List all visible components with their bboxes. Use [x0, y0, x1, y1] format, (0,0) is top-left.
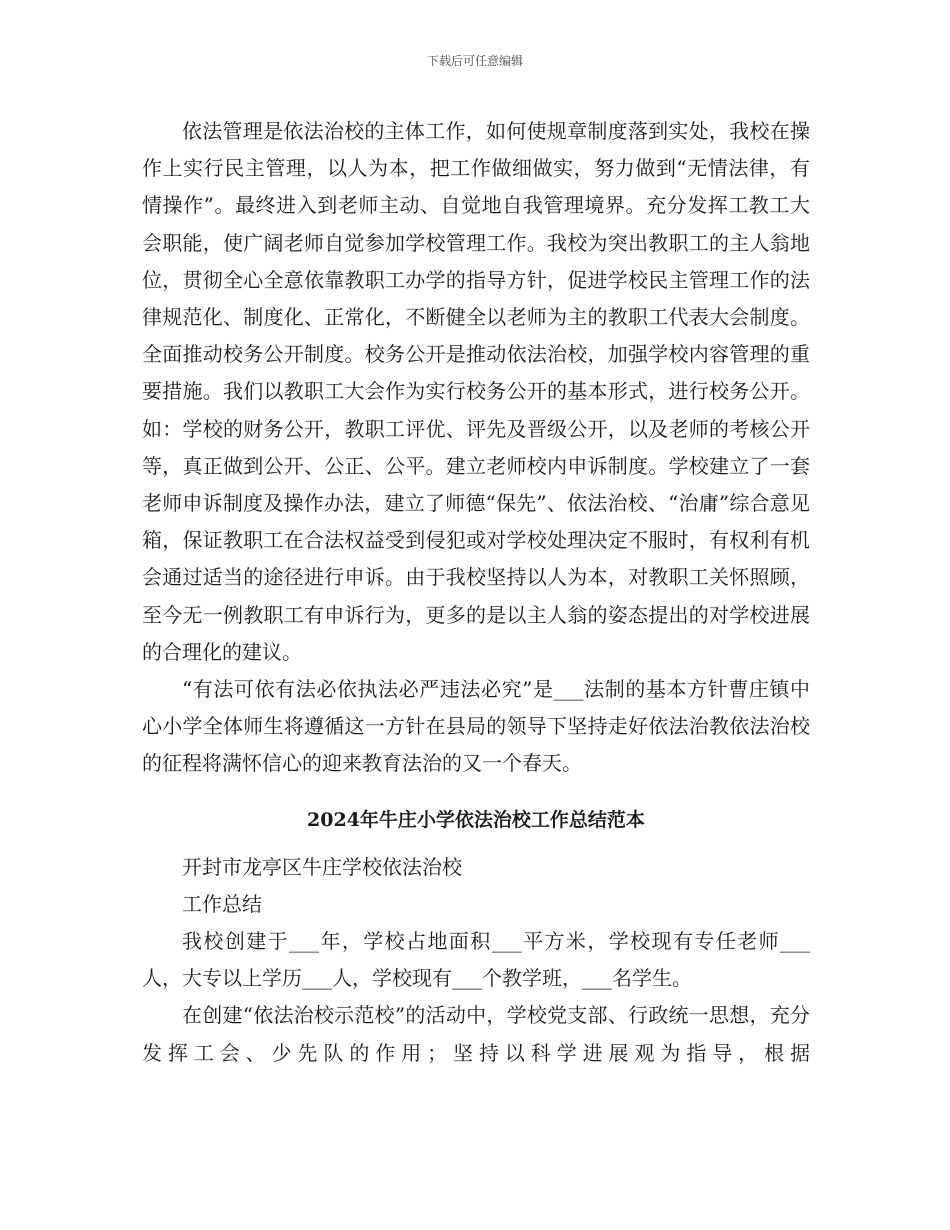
subtitle-line-2: 工作总结	[182, 891, 262, 916]
section-title: 2024年牛庄小学依法治校工作总结范本	[307, 808, 645, 831]
subtitle-line-1: 开封市龙亭区牛庄学校依法治校	[182, 854, 462, 879]
paragraph-legal-principle: “有法可依有法必依执法必严违法必究”是___法制的基本方针曹庄镇中心小学全体师生将遵循这一方针在县局的领导下坚持走好依法治教依法治校的征程将满怀信心的迎来教育法治的又一个春天。	[142, 677, 810, 776]
paragraph-model-school-activity: 在创建“依法治校示范校”的活动中，学校党支部、行政统一思想，充分发挥工会、少先队的作用；坚持以科学进展观为指导，根据	[142, 1003, 810, 1065]
paragraph-democratic-management: 依法管理是依法治校的主体工作，如何使规章制度落到实处，我校在操作上实行民主管理，以人为本，把工作做细做实，努力做到“无情法律，有情操作”。最终进入到老师主动、自觉地自我管理境界。充分发挥工教工大会职能，使广阔老师自觉参加学校管理工作。我校为突出教职工的主人翁地位，贯彻全心全意依靠教职工办学的指导方针，促进学校民主管理工作的法律规范化、制度化、正常化，不断健全以老师为主的教职工代表大会制度。全面推动校务公开制度。校务公开是推动依法治校，加强学校内容管理的重要措施。我们以教职工大会作为实行校务公开的基本形式，进行校务公开。如：学校的财务公开，教职工评优、评先及晋级公开，以及老师的考核公开等，真正做到公开、公正、公平。建立老师校内申诉制度。学校建立了一套老师申诉制度及操作办法，建立了师德“保先”、依法治校、“治庸”综合意见箱，保证教职工在合法权益受到侵犯或对学校处理决定不服时，有权利有机会通过适当的途径进行申诉。由于我校坚持以人为本，对教职工关怀照顾，至今无一例教职工有申诉行为，更多的是以主人翁的姿态提出的对学校进展的合理化的建议。	[142, 119, 810, 664]
document-body	[142, 113, 810, 1072]
page-header-note: 下载后可任意编辑	[426, 54, 523, 68]
paragraph-school-overview: 我校创建于___年，学校占地面积___平方米，学校现有专任老师___人，大专以上学历___人，学校现有___个教学班，___名学生。	[142, 929, 810, 991]
